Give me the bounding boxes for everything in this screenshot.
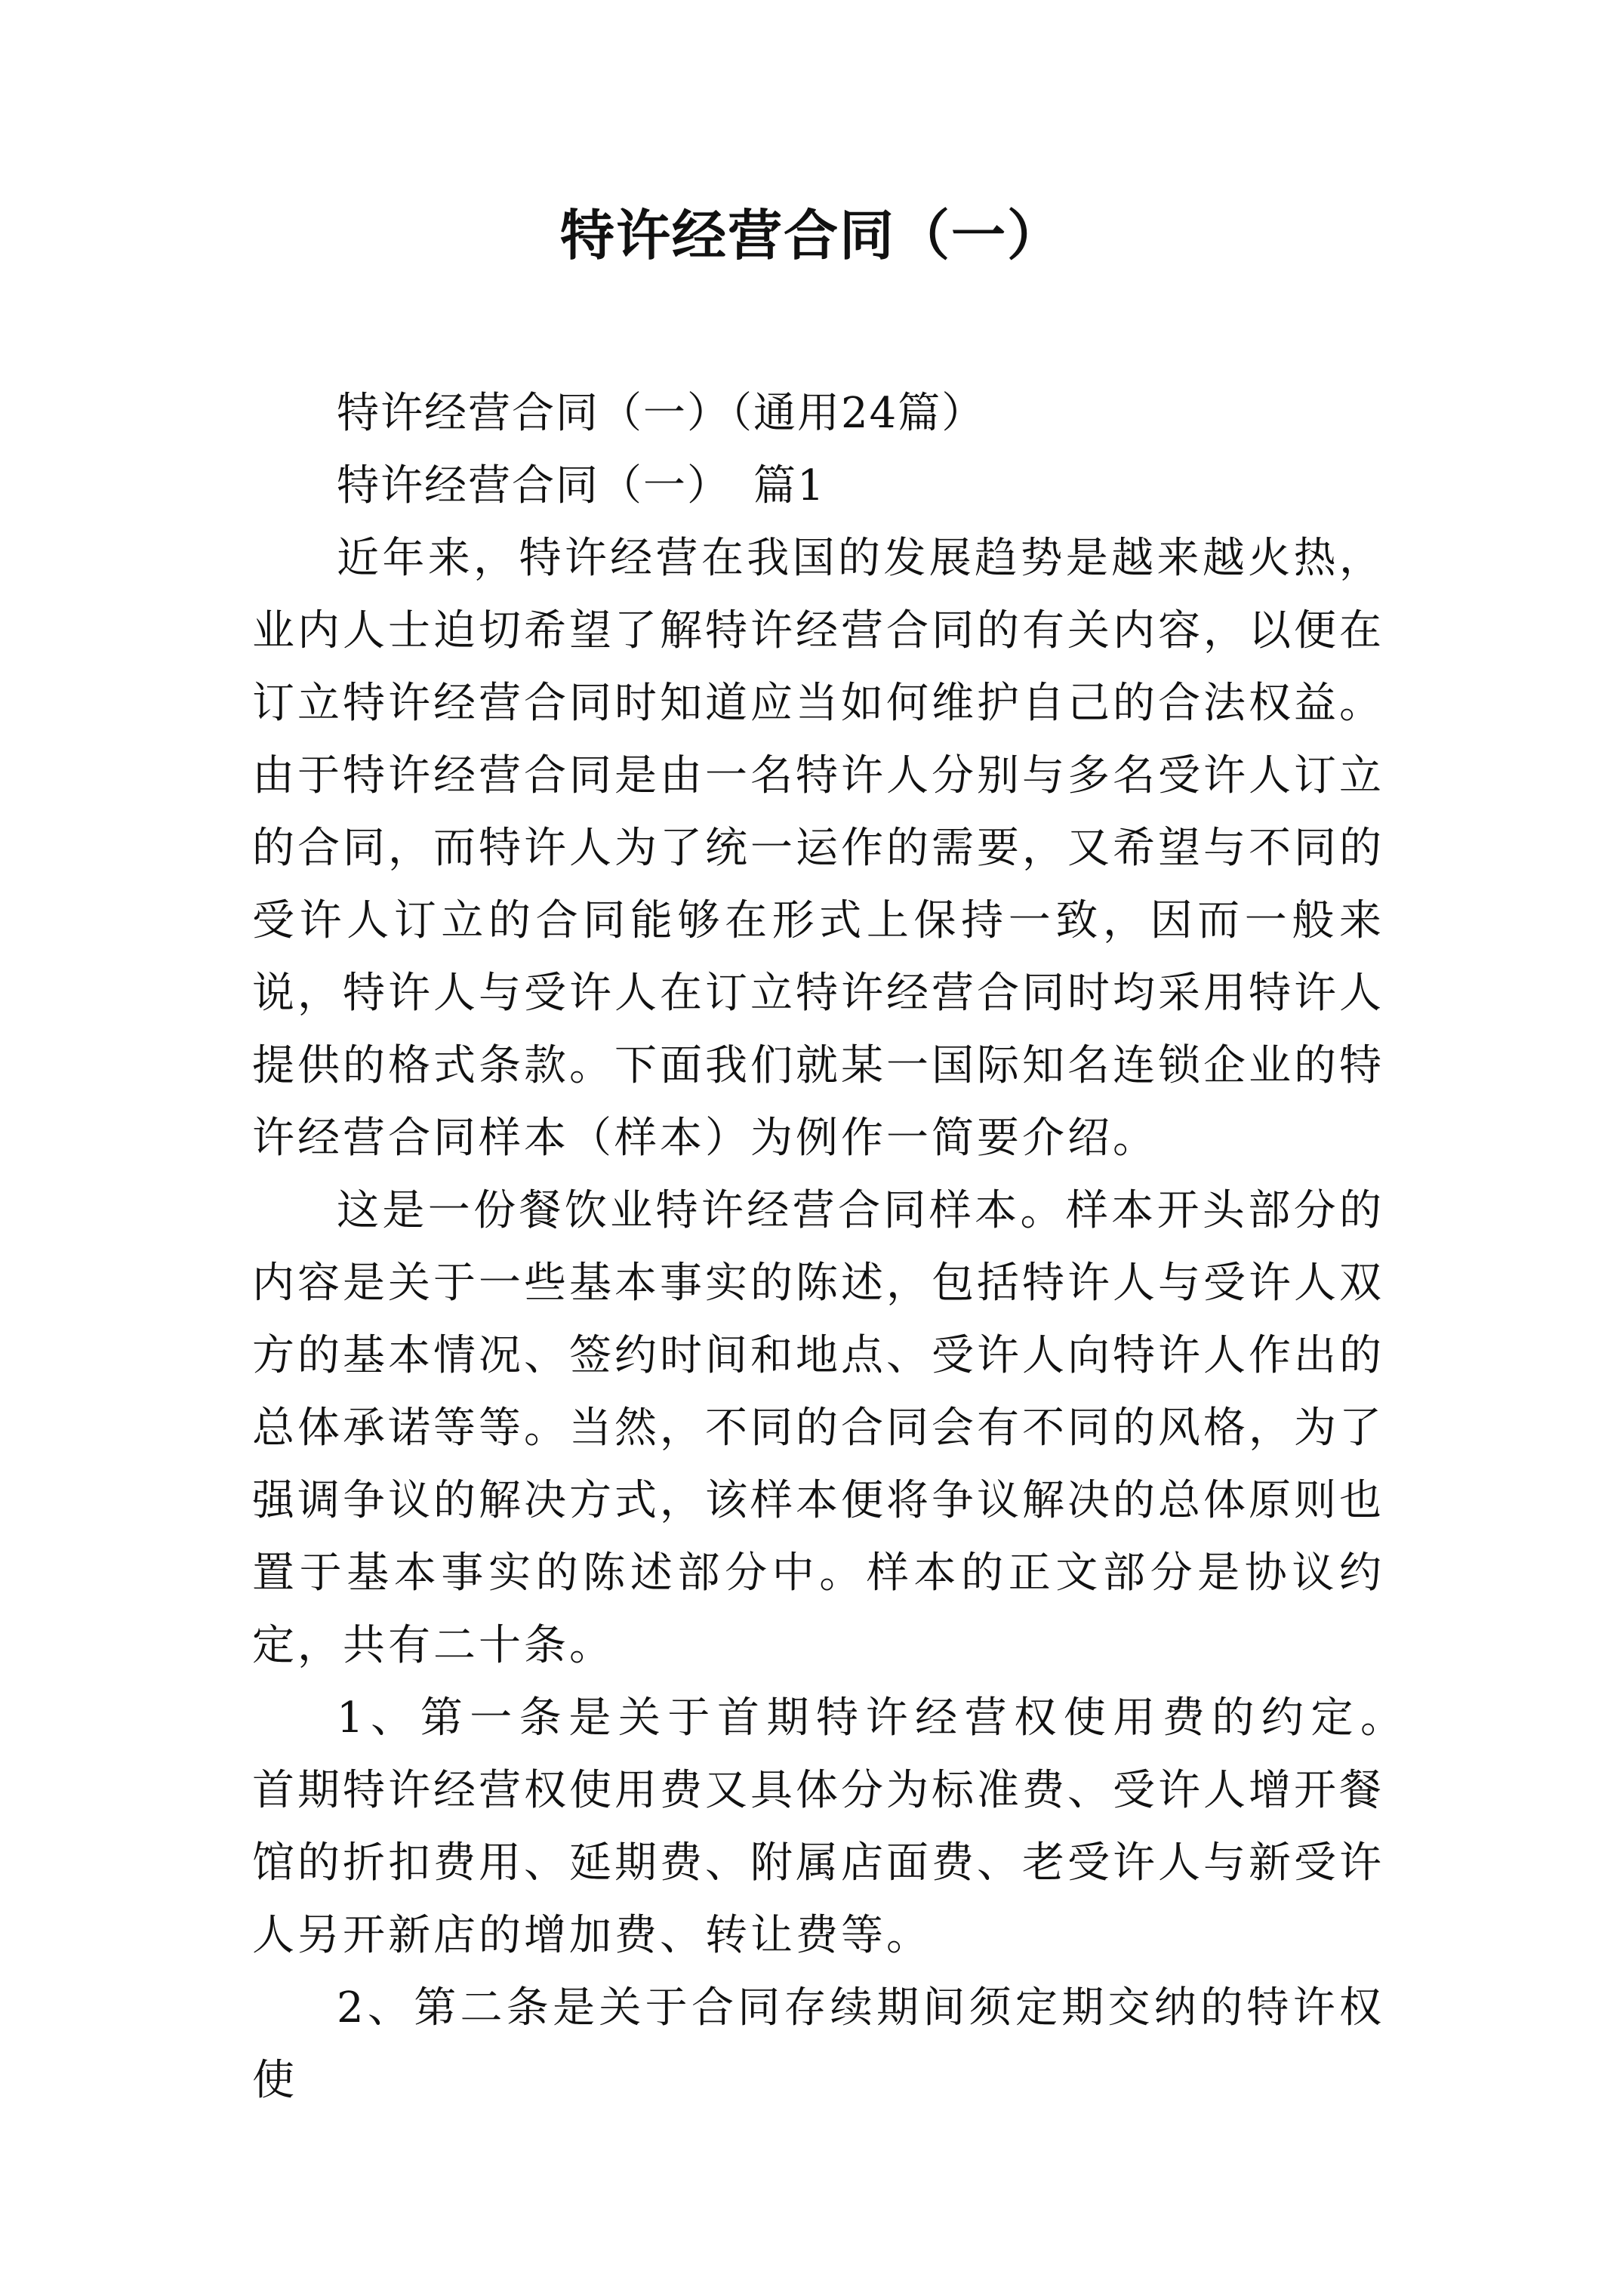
document-title: 特许经营合同（一） xyxy=(559,203,1063,267)
paragraph: 1、第一条是关于首期特许经营权使用费的约定。 首期特许经营权使用费又具体分为标准费、受许人增开餐馆的折扣费用、延期费、附属店面费、老受许人与新受许人另开新店的增加费、转让费等。 xyxy=(252,1693,1430,1960)
paragraph: 近年来，特许经营在我国的发展趋势是越来越火热，业内人士迫切希望了解特许经营合同的有关内容，以便在订立特许经营合同时知道应当如何维护自己的合法权益。由于特许经营合同是由一名特许人分别与多名受许人订立的合同，而特许人为了统一运作的需要，又希望与不同的受许人订立的合同能够在形式上保持一致，因而一般来说，特许人与受许人在订立特许经营合同时均采用特许人提供的格式条款。下面我们就某一国际知名连锁企业的特许经营合同样本（样本）为例作一简要介绍。 xyxy=(252,534,1384,1163)
document-body xyxy=(252,378,1430,2117)
document-subtitle: 特许经营合同（一）（通用24篇） xyxy=(337,389,986,438)
section-heading: 特许经营合同（一） 篇1 xyxy=(337,461,826,510)
paragraph: 2、第二条是关于合同存续期间须定期交纳的特许权使 xyxy=(252,1983,1384,2105)
paragraph: 这是一份餐饮业特许经营合同样本。样本开头部分的内容是关于一些基本事实的陈述，包括特许人与受许人双方的基本情况、签约时间和地点、受许人向特许人作出的总体承诺等等。当然，不同的合同会有不同的风格，为了强调争议的解决方式，该样本便将争议解决的总体原则也置于基本事实的陈述部分中。样本的正文部分是协议约定，共有二十条。 xyxy=(252,1186,1384,1670)
